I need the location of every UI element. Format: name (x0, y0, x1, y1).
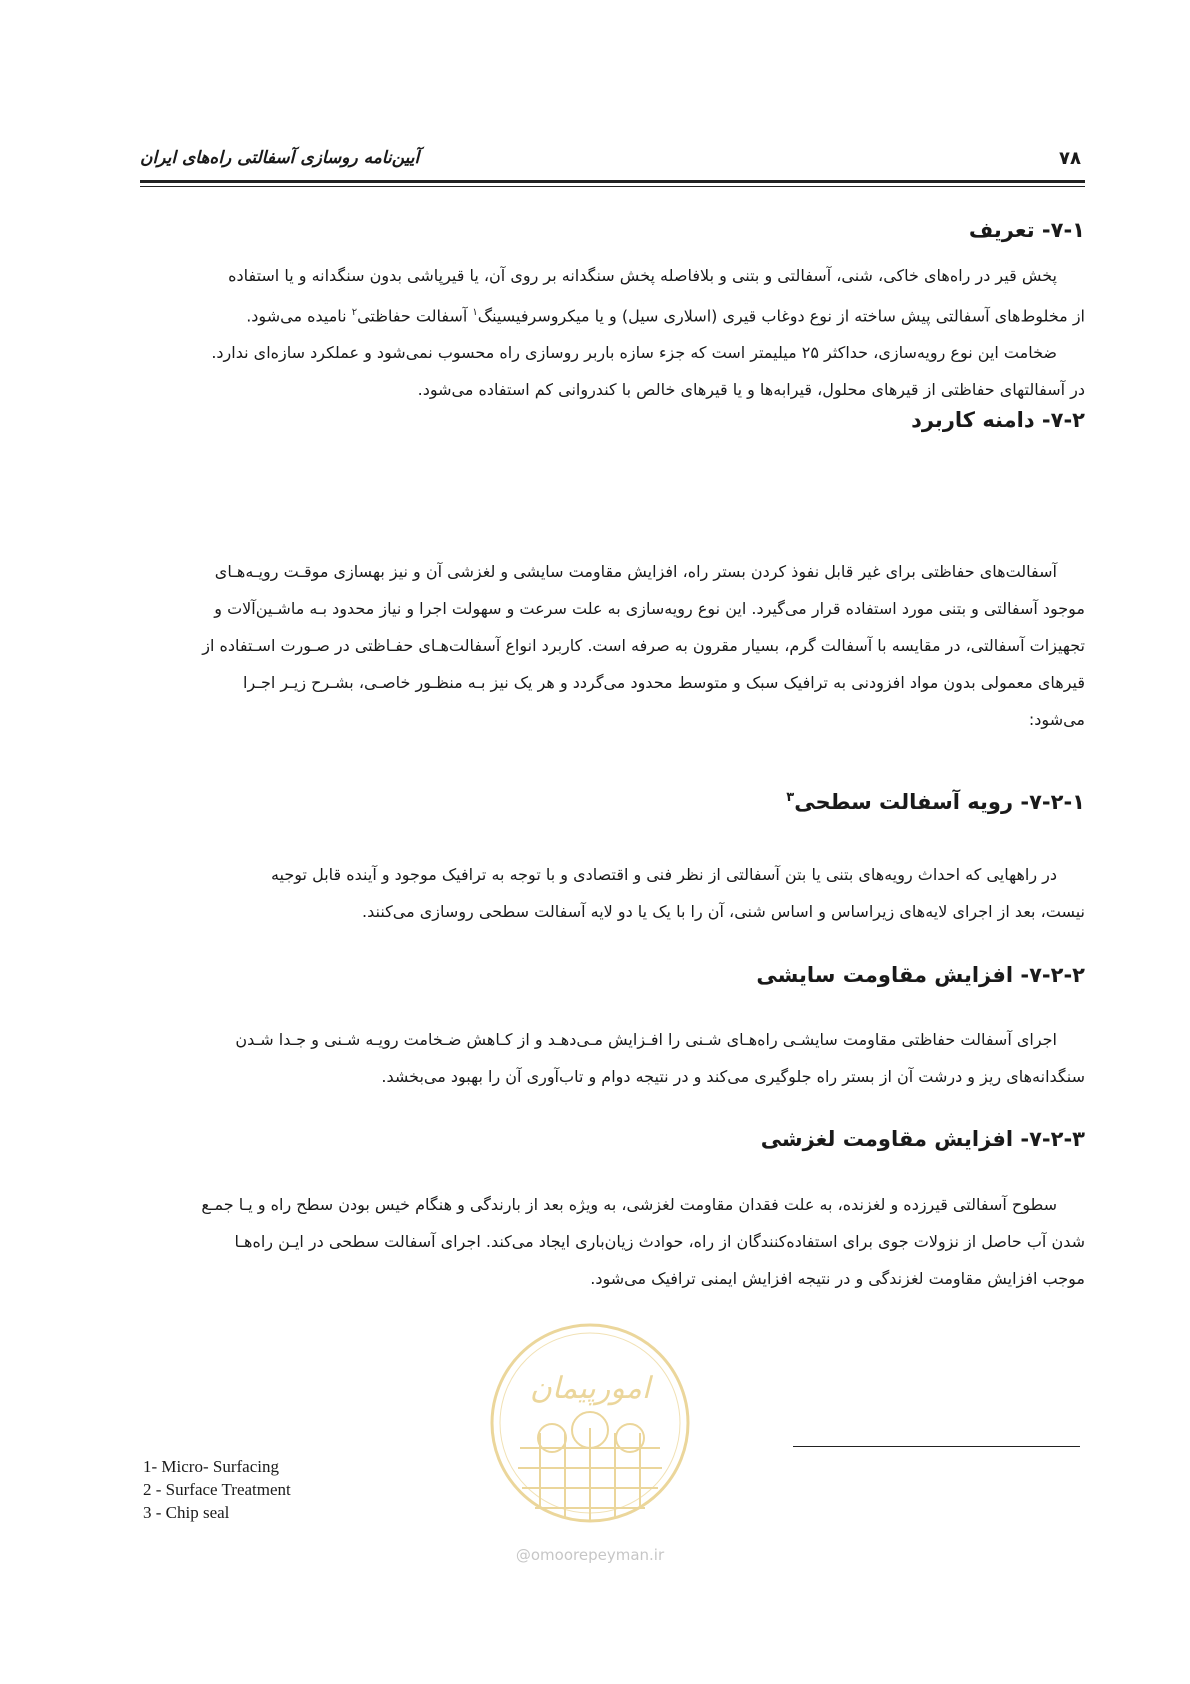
text-run: نامیده می‌شود. (246, 306, 352, 326)
header-rule-thin (140, 186, 1085, 187)
text-run: از مخلوط‌های آسفالتی پیش ساخته از نوع دوغاب قیری (اسلاری سیل) و یا میکروسرفیسینگ (477, 306, 1085, 326)
paragraph-line: شدن آب حاصل از نزولات جوی برای استفاده‌کنندگان از راه، حوادث زیان‌باری ایجاد می‌کند. اجرای آسفالت سطحی در ایـن راه‌هـا (234, 1232, 1085, 1251)
footnote-ref: ۲ (351, 307, 358, 318)
paragraph-line (140, 294, 1085, 334)
section-heading-7-2-1 (786, 790, 1085, 814)
text-run: آسفالت حفاظتی (357, 306, 473, 326)
section-7-2-body (140, 553, 1085, 738)
watermark-logo (490, 1318, 690, 1578)
section-7-1-body (140, 257, 1085, 408)
paragraph-line: موجود آسفالتی و بتنی مورد استفاده قرار می‌گیرد. این نوع رویه‌سازی به علت سرعت و سهولت اجرا و نیاز محدود بـه ماشـین‌آلات و (214, 599, 1085, 618)
footnote-1: 1- Micro- Surfacing (143, 1457, 279, 1476)
heading-text: ۷-۲-۱- رویه آسفالت سطحی (794, 790, 1085, 814)
footnotes (143, 1455, 291, 1524)
watermark-site: @omoorepeyman.ir (515, 1546, 665, 1564)
paragraph-line: تجهیزات آسفالتی، در مقایسه با آسفالت گرم، بسیار مقرون به صرفه است. کاربرد انواع آسفالت‌هـای حفـاظتی در صـورت اسـتفاده از (202, 636, 1085, 655)
section-heading-7-2: ۷-۲- دامنه کاربرد (911, 408, 1085, 432)
paragraph-line: نیست، بعد از اجرای لایه‌های زیراساس و اساس شنی، آن را با یک یا دو لایه آسفالت سطحی روسازی می‌کنند. (362, 902, 1085, 921)
paragraph-line: پخش قیر در راه‌های خاکی، شنی، آسفالتی و بتنی و بلافاصله پخش سنگدانه بر روی آن، یا قیرپاشی بدون سنگدانه و یا استفاده (228, 266, 1057, 285)
paragraph-line: ضخامت این نوع رویه‌سازی، حداکثر ۲۵ میلیمتر است که جزء سازه باربر روسازی راه محسوب نمی‌شود و عملکرد سازه‌ای ندارد. (211, 343, 1057, 363)
section-7-2-2-body (140, 1021, 1085, 1095)
header-title: آیین‌نامه روسازی آسفالتی راه‌های ایران (140, 148, 420, 168)
paragraph-line: اجرای آسفالت حفاظتی مقاومت سایشـی راه‌هـای شـنی را افـزایش مـی‌دهـد و از کـاهش ضـخامت رویـه شـنی و جـدا شـدن (235, 1030, 1057, 1049)
header-rule-thick (140, 180, 1085, 183)
page-number: ۷۸ (1059, 148, 1081, 169)
paragraph-line: سنگدانه‌های ریز و درشت آن از بستر راه جلوگیری می‌کند و در نتیجه دوام و تاب‌آوری آن را بهبود می‌بخشد. (381, 1067, 1085, 1086)
paragraph-line: آسفالت‌های حفاظتی برای غیر قابل نفوذ کردن بستر راه، افزایش مقاومت سایشی و لغزشی آن و نیز بهسازی موقـت رویـه‌هـای (214, 562, 1057, 581)
paragraph-line: در راههایی که احداث رویه‌های بتنی یا بتن آسفالتی از نظر فنی و اقتصادی و با توجه به ترافیک موجود و آینده قابل توجیه (270, 865, 1057, 884)
footnote-ref: ۱ (472, 307, 478, 318)
footnote-3: 3 - Chip seal (143, 1503, 230, 1522)
section-heading-7-1: ۷-۱- تعریف (968, 218, 1085, 242)
footnote-separator (793, 1446, 1080, 1447)
logo-text: امورپیمان (529, 1371, 651, 1406)
seal-icon (490, 1318, 690, 1543)
footnote-ref: ۳ (786, 790, 795, 805)
section-heading-7-2-2: ۷-۲-۲- افزایش مقاومت سایشی (756, 963, 1085, 987)
paragraph-line: موجب افزایش مقاومت لغزندگی و در نتیجه افزایش ایمنی ترافیک می‌شود. (590, 1269, 1085, 1288)
paragraph-line: می‌شود: (1028, 710, 1085, 729)
paragraph-line: سطوح آسفالتی قیرزده و لغزنده، به علت فقدان مقاومت لغزشی، به ویژه بعد از بارندگی و هنگام خیس بودن سطح راه و یـا جمـع (201, 1195, 1057, 1214)
footnote-2: 2 - Surface Treatment (143, 1480, 291, 1499)
section-heading-7-2-3: ۷-۲-۳- افزایش مقاومت لغزشی (760, 1127, 1085, 1151)
paragraph-line: قیرهای معمولی بدون مواد افزودنی به ترافیک سبک و متوسط محدود می‌گردد و هر یک نیز بـه منظـور خاصـی، بشـرح زیـر اجـرا (243, 673, 1085, 692)
section-7-2-3-body (140, 1186, 1085, 1297)
paragraph-line: در آسفالتهای حفاظتی از قیرهای محلول، قیرابه‌ها و یا قیرهای خالص با کندروانی کم استفاده می‌شود. (417, 380, 1085, 400)
section-7-2-1-body (140, 856, 1085, 930)
